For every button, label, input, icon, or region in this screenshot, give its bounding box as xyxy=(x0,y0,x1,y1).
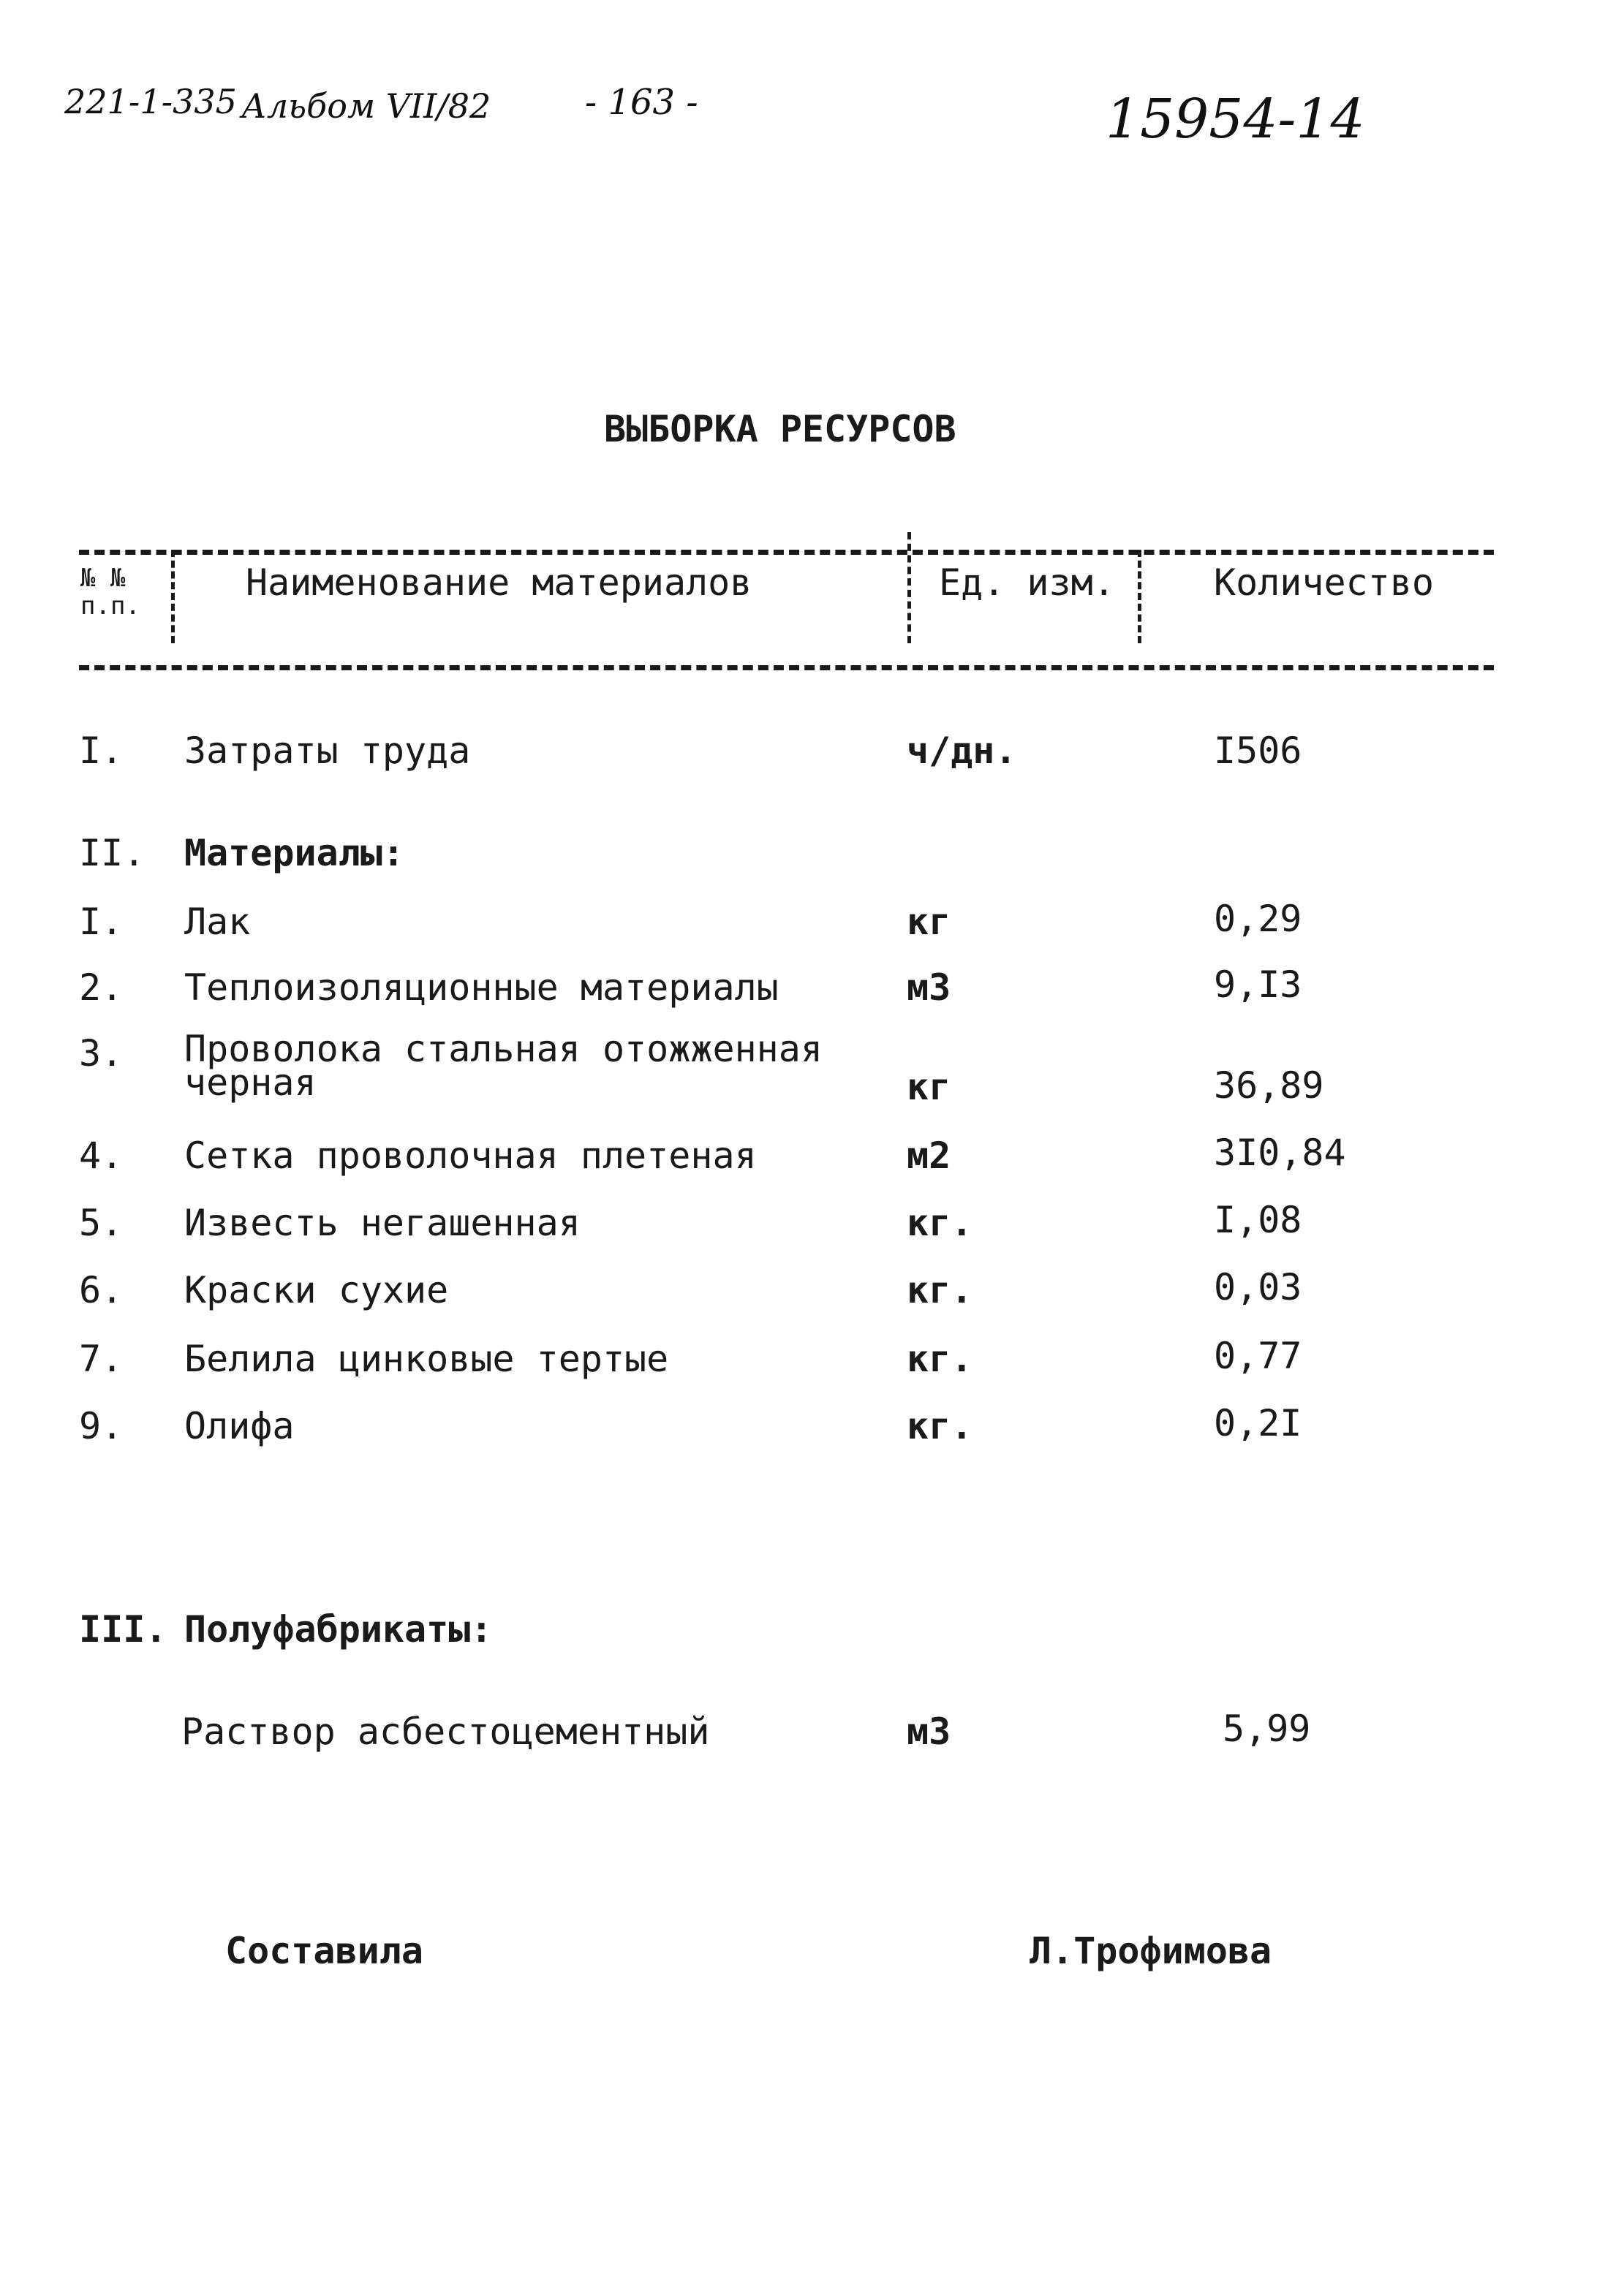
semi-section-number: III. xyxy=(79,1608,167,1651)
page-number: - 163 - xyxy=(585,82,698,123)
material-number: 9. xyxy=(79,1405,124,1447)
col-separator-2 xyxy=(907,532,911,643)
header-col-number: № № п.п. xyxy=(80,564,140,621)
semi-unit: м3 xyxy=(907,1710,951,1753)
material-name: Лак xyxy=(184,901,251,943)
semi-section-title: Полуфабрикаты: xyxy=(184,1608,493,1651)
labor-quantity: I506 xyxy=(1214,730,1302,772)
material-unit: кг xyxy=(907,1066,951,1108)
album-handwritten: Альбом VII/82 xyxy=(241,86,491,126)
material-quantity: 9,I3 xyxy=(1214,963,1302,1006)
labor-number: I. xyxy=(79,730,124,772)
material-number: I. xyxy=(79,901,124,943)
materials-section-title: Материалы: xyxy=(184,832,405,874)
material-number: 4. xyxy=(79,1134,124,1177)
material-unit: м3 xyxy=(907,966,951,1009)
material-quantity: 36,89 xyxy=(1214,1064,1324,1107)
material-quantity: 0,29 xyxy=(1214,898,1302,940)
material-unit: кг. xyxy=(907,1269,973,1311)
material-unit: м2 xyxy=(907,1134,951,1177)
header-bottom-rule xyxy=(79,665,1494,670)
header-col-unit: Ед. изм. xyxy=(939,561,1115,604)
material-name: Краски сухие xyxy=(184,1269,449,1311)
sheet-number: 15954-14 xyxy=(1106,88,1365,151)
material-number: 2. xyxy=(79,966,124,1009)
material-name: Известь негашенная xyxy=(184,1202,581,1244)
material-name: Олифа xyxy=(184,1405,295,1447)
semi-name: Раствор асбестоцементный xyxy=(181,1710,710,1753)
material-name: Проволока стальная отожженная черная xyxy=(184,1028,823,1104)
material-number: 3. xyxy=(79,1032,124,1075)
material-quantity: 0,77 xyxy=(1214,1335,1302,1377)
material-quantity: 0,03 xyxy=(1214,1266,1302,1308)
signer-name: Л.Трофимова xyxy=(1030,1930,1272,1972)
material-unit: кг xyxy=(907,901,951,943)
col-separator-3 xyxy=(1138,550,1141,643)
material-quantity: 3I0,84 xyxy=(1214,1132,1346,1174)
material-number: 5. xyxy=(79,1202,124,1244)
page-title: ВЫБОРКА РЕСУРСОВ xyxy=(604,408,956,450)
col-separator-1 xyxy=(171,550,175,643)
material-unit: кг. xyxy=(907,1338,973,1380)
compiled-by-label: Составила xyxy=(225,1930,423,1972)
labor-unit: ч/дн. xyxy=(907,730,1017,772)
header-col-name: Наименование материалов xyxy=(246,561,752,604)
header-col-quantity: Количество xyxy=(1214,561,1435,604)
material-unit: кг. xyxy=(907,1202,973,1244)
materials-section-number: II. xyxy=(79,832,146,874)
material-name: Белила цинковые тертые xyxy=(184,1338,669,1380)
material-quantity: 0,2I xyxy=(1214,1402,1302,1444)
material-name: Теплоизоляционные материалы xyxy=(184,966,779,1009)
material-number: 7. xyxy=(79,1338,124,1380)
material-quantity: I,08 xyxy=(1214,1199,1302,1241)
labor-name: Затраты труда xyxy=(184,730,471,772)
material-unit: кг. xyxy=(907,1405,973,1447)
material-number: 6. xyxy=(79,1269,124,1311)
material-name: Сетка проволочная плетеная xyxy=(184,1134,757,1177)
header-top-rule xyxy=(79,550,1494,555)
semi-quantity: 5,99 xyxy=(1223,1708,1311,1750)
doc-ref-handwritten: 221-1-335 xyxy=(64,82,237,121)
